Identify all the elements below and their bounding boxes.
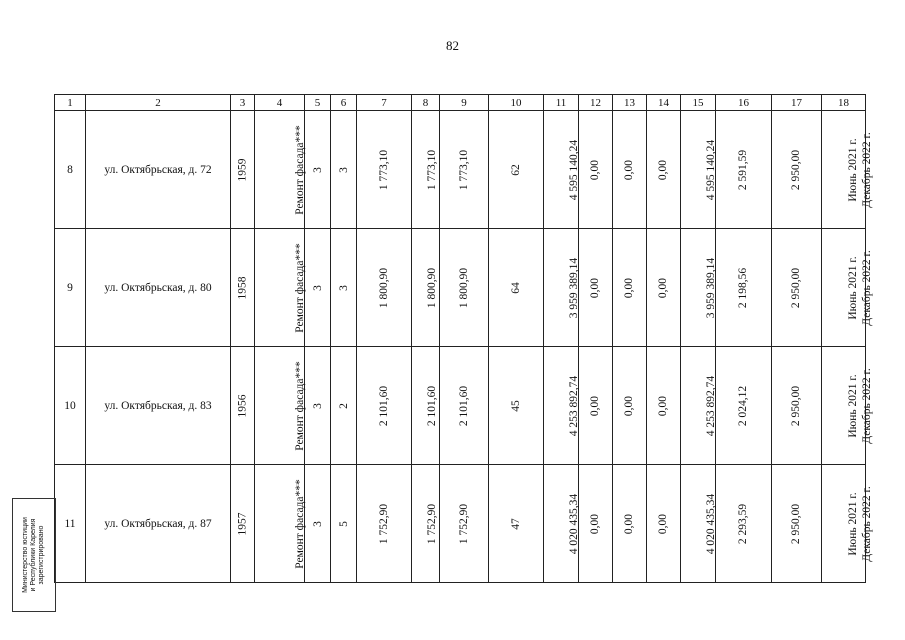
row-number: 9 [55, 229, 86, 347]
registration-stamp [12, 498, 56, 612]
cell-16: 2 198,56 [716, 229, 772, 347]
address-cell: ул. Октябрьская, д. 83 [86, 347, 231, 465]
cell-8: 1 800,90 [412, 229, 440, 347]
cell-9: 1 800,90 [440, 229, 489, 347]
cell-10: 62 [489, 111, 544, 229]
table-row [55, 111, 866, 229]
cell-5: 3 [305, 347, 331, 465]
header-cell: 16 [716, 95, 772, 111]
cell-14: 0,00 [647, 111, 681, 229]
cell-13: 0,00 [613, 347, 647, 465]
cell-9: 1 773,10 [440, 111, 489, 229]
cell-7: 2 101,60 [357, 347, 412, 465]
cell-12: 0,00 [579, 465, 613, 583]
address-cell: ул. Октябрьская, д. 80 [86, 229, 231, 347]
header-cell: 10 [489, 95, 544, 111]
cell-11: 4 253 892,74 [544, 347, 579, 465]
header-cell: 18 [822, 95, 866, 111]
cell-6: 3 [331, 229, 357, 347]
header-cell: 9 [440, 95, 489, 111]
cell-17: 2 950,00 [772, 465, 822, 583]
cell-13: 0,00 [613, 229, 647, 347]
header-cell: 5 [305, 95, 331, 111]
row-number: 8 [55, 111, 86, 229]
cell-16: 2 293,59 [716, 465, 772, 583]
cell-15: 4 253 892,74 [681, 347, 716, 465]
cell-6: 5 [331, 465, 357, 583]
year-cell: 1958 [231, 229, 255, 347]
work-type-cell: Ремонт фасада*** [255, 111, 305, 229]
cell-13: 0,00 [613, 465, 647, 583]
cell-12: 0,00 [579, 347, 613, 465]
cell-15: 3 959 389,14 [681, 229, 716, 347]
row-number: 11 [55, 465, 86, 583]
cell-11: 4 020 435,34 [544, 465, 579, 583]
period-cell: Июнь 2021 г. Декабрь 2022 г. [822, 111, 866, 229]
header-cell: 17 [772, 95, 822, 111]
cell-7: 1 773,10 [357, 111, 412, 229]
cell-16: 2 024,12 [716, 347, 772, 465]
cell-5: 3 [305, 229, 331, 347]
cell-15: 4 020 435,34 [681, 465, 716, 583]
period-cell: Июнь 2021 г. Декабрь 2022 г. [822, 347, 866, 465]
header-cell: 11 [544, 95, 579, 111]
header-cell: 7 [357, 95, 412, 111]
period-cell: Июнь 2021 г. Декабрь 2022 г. [822, 229, 866, 347]
cell-8: 1 752,90 [412, 465, 440, 583]
header-cell: 4 [255, 95, 305, 111]
page-number: 82 [446, 38, 459, 53]
address-cell: ул. Октябрьская, д. 72 [86, 111, 231, 229]
cell-5: 3 [305, 465, 331, 583]
year-cell: 1959 [231, 111, 255, 229]
header-cell: 8 [412, 95, 440, 111]
cell-17: 2 950,00 [772, 347, 822, 465]
cell-8: 1 773,10 [412, 111, 440, 229]
cell-12: 0,00 [579, 111, 613, 229]
cell-9: 2 101,60 [440, 347, 489, 465]
cell-14: 0,00 [647, 347, 681, 465]
cell-17: 2 950,00 [772, 229, 822, 347]
header-cell: 15 [681, 95, 716, 111]
table-row [55, 465, 866, 583]
cell-11: 3 959 389,14 [544, 229, 579, 347]
cell-14: 0,00 [647, 465, 681, 583]
header-cell: 2 [86, 95, 231, 111]
period-cell: Июнь 2021 г. Декабрь 2022 г. [822, 465, 866, 583]
work-type-cell: Ремонт фасада*** [255, 347, 305, 465]
cell-7: 1 752,90 [357, 465, 412, 583]
header-cell: 3 [231, 95, 255, 111]
cell-10: 64 [489, 229, 544, 347]
cell-9: 1 752,90 [440, 465, 489, 583]
repair-schedule-table [54, 94, 873, 583]
year-cell: 1956 [231, 347, 255, 465]
header-cell: 1 [55, 95, 86, 111]
cell-17: 2 950,00 [772, 111, 822, 229]
header-cell: 14 [647, 95, 681, 111]
cell-14: 0,00 [647, 229, 681, 347]
header-row [55, 95, 866, 111]
cell-6: 2 [331, 347, 357, 465]
cell-16: 2 591,59 [716, 111, 772, 229]
row-number: 10 [55, 347, 86, 465]
cell-12: 0,00 [579, 229, 613, 347]
cell-10: 45 [489, 347, 544, 465]
stamp-text: Министерство юстиции и Республики Карелия зарегистрировано [22, 517, 45, 593]
cell-10: 47 [489, 465, 544, 583]
header-cell: 6 [331, 95, 357, 111]
cell-11: 4 595 140,24 [544, 111, 579, 229]
cell-15: 4 595 140,24 [681, 111, 716, 229]
cell-7: 1 800,90 [357, 229, 412, 347]
header-cell: 13 [613, 95, 647, 111]
cell-6: 3 [331, 111, 357, 229]
cell-5: 3 [305, 111, 331, 229]
work-type-cell: Ремонт фасада*** [255, 229, 305, 347]
table-row [55, 347, 866, 465]
cell-8: 2 101,60 [412, 347, 440, 465]
cell-13: 0,00 [613, 111, 647, 229]
work-type-cell: Ремонт фасада*** [255, 465, 305, 583]
table-row [55, 229, 866, 347]
header-cell: 12 [579, 95, 613, 111]
year-cell: 1957 [231, 465, 255, 583]
address-cell: ул. Октябрьская, д. 87 [86, 465, 231, 583]
